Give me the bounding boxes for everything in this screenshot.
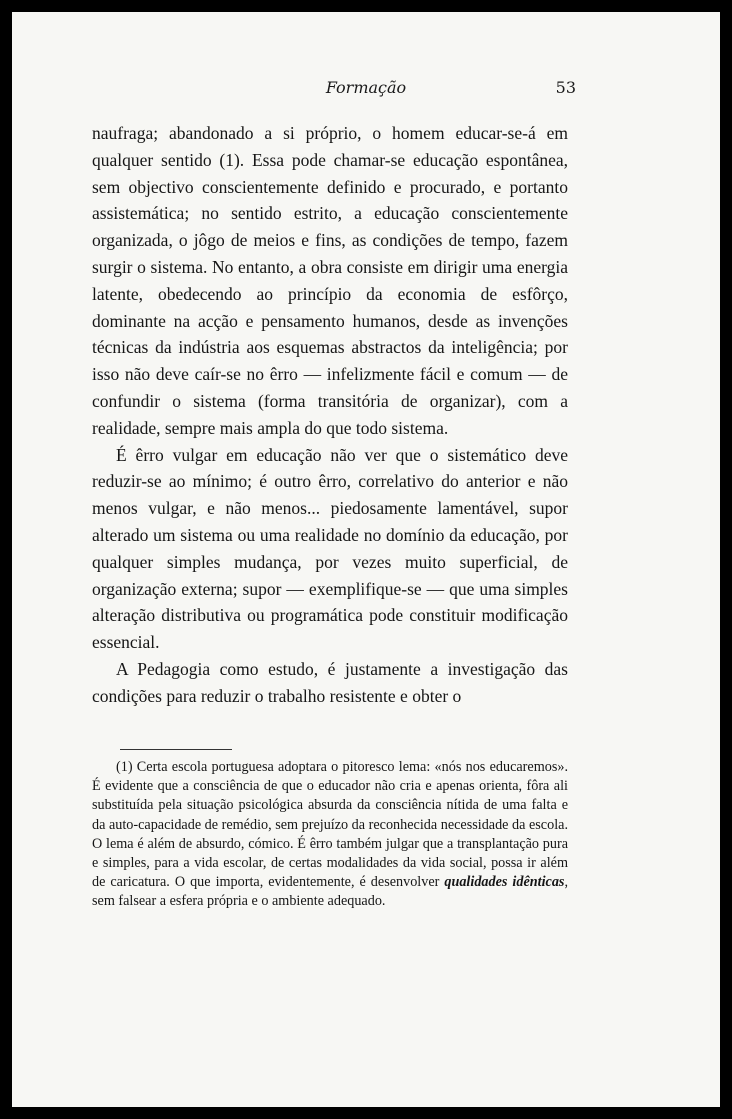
paragraph: A Pedagogia como estudo, é justamente a investigação das condições para reduzir o trabalho resistente e obter o [92,658,568,706]
footnote-emphasis: qualidades idênticas [444,874,565,891]
book-page [12,12,720,1107]
page-number: 53 [555,78,576,97]
paragraph: naufraga; abandonado a si próprio, o homem educar-se-á em qualquer sentido (1). Essa pode chamar-se educação espontânea, sem objectivo conscientemente definido e procurado, e portanto assistemática; no sentido estrito, a educação conscientemente organizada, o jôgo de meios e fins, as condições de tempo, fazem surgir o sistema. No entanto, a obra consiste em dirigir uma energia latente, obedecendo ao princípio da economia de esfôrço, dominante na acção e pensamento humanos, desde as invenções técnicas da indústria aos esquemas abstractos da inteligência; por isso não deve caír-se no êrro — infelizmente fácil e comum — de confundir o sistema (forma transitória de organizar), com a realidade, sempre mais ampla do que todo sistema. [92,123,568,438]
footnote [92,758,568,912]
footnote-text-end: , sem falsear a esfera própria e o ambiente adequado. [92,874,568,910]
footnote-divider [120,749,232,750]
paragraph: É êrro vulgar em educação não ver que o sistemático deve reduzir-se ao mínimo; é outro êrro, correlativo do anterior e não menos vulgar, e não menos... piedosamente lamentável, supor alterado um sistema ou uma realidade no domínio da educação, por qualquer simples mudança, por vezes muito superficial, de organização externa; supor — exemplifique-se — que uma simples alteração distributiva ou programática pode constituir modificação essencial. [92,444,568,653]
running-title: Formação [325,78,407,97]
main-text [92,120,568,710]
footnote-text: (1) Certa escola portuguesa adoptara o pitoresco lema: «nós nos educaremos». É evidente que a consciência de que o educador não cria e apenas orienta, fôra ali substituída pela situação psicológica absurda da consciência nítida de uma falta e da auto-capacidade de remédio, sem prejuízo da reconhecida necessidade da escola. O lema é além de absurdo, cómico. É êrro também julgar que a transplantação pura e simples, para a vida escolar, de certas modalidades da vida social, possa ir além de caricatura. O que importa, evidentemente, é desenvolver [92,759,568,891]
